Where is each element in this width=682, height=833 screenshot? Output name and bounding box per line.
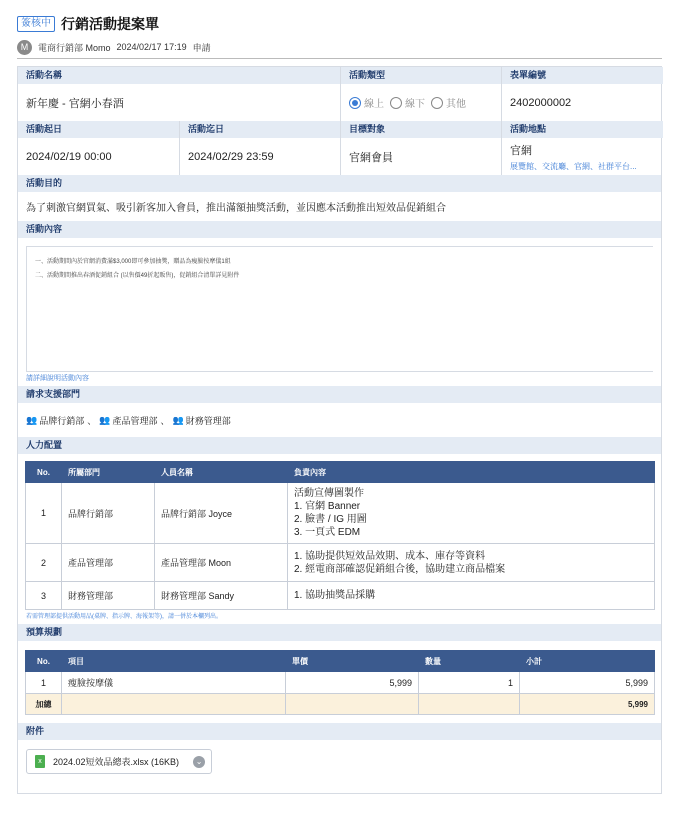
- task-line: 1. 協助提供短效品效期、成本、庫存等資料: [294, 550, 486, 562]
- people-icon: 👥: [26, 414, 37, 425]
- excel-file-icon: x: [35, 755, 45, 768]
- staffing-header-row: [26, 462, 655, 483]
- people-icon: 👥: [99, 414, 110, 425]
- task-line: 3. 一頁式 EDM: [294, 527, 361, 538]
- staffing-table: [25, 461, 655, 610]
- status-badge: 簽核中: [17, 16, 55, 32]
- row-subtotal: 5,999: [520, 672, 655, 694]
- avatar: M: [17, 40, 32, 55]
- row-no: 1: [26, 483, 62, 544]
- row-person: 品牌行銷部 Joyce: [155, 483, 288, 544]
- task-line: 1. 官網 Banner: [294, 501, 361, 512]
- page-title: 行銷活動提案單: [61, 16, 159, 32]
- table-row: [26, 483, 655, 544]
- table-row: [26, 582, 655, 610]
- column-header: 小計: [520, 651, 655, 672]
- column-header: 人員名稱: [155, 462, 288, 483]
- column-header: 負責內容: [288, 462, 655, 483]
- form-no-value: 2402000002: [510, 96, 572, 109]
- basic-info-row-1: [18, 67, 661, 121]
- support-label: 請求支援部門: [18, 386, 661, 403]
- budget-table: [25, 650, 655, 715]
- total-value: 5,999: [520, 694, 655, 715]
- task-line: 2. 臉書 / IG 用圖: [294, 514, 367, 525]
- radio-other-label: 其他: [446, 99, 466, 110]
- staffing-hint: 若需管理部提供活動用品(桌牌、指示牌、海報架等)，請一併於本欄列出。: [26, 614, 222, 620]
- start-date-label: 活動起日: [18, 121, 179, 138]
- form-no-label: 表單編號: [502, 67, 663, 84]
- content-line: 二、活動期間推出春酒促銷組合 (以售價49折起販售)，促銷組合清單詳見附件: [35, 273, 240, 279]
- column-header: 所屬部門: [62, 462, 155, 483]
- row-price: 5,999: [286, 672, 419, 694]
- apply-action: 申請: [192, 42, 211, 53]
- budget-header-row: [26, 651, 655, 672]
- row-no: 2: [26, 544, 62, 582]
- start-date-value: 2024/02/19 00:00: [26, 150, 112, 163]
- row-item: 瘦臉按摩儀: [62, 672, 286, 694]
- location-value: 官網: [510, 144, 532, 157]
- row-dept: 品牌行銷部: [62, 483, 155, 544]
- radio-offline[interactable]: [390, 97, 402, 109]
- total-label: 加總: [26, 694, 62, 715]
- row-dept: 財務管理部: [62, 582, 155, 610]
- column-header: No.: [26, 651, 62, 672]
- attachment-file[interactable]: [26, 749, 212, 774]
- apply-datetime: 2024/02/17 17:19: [116, 42, 187, 52]
- activity-name-label: 活動名稱: [18, 67, 340, 84]
- radio-other[interactable]: [431, 97, 443, 109]
- row-dept: 產品管理部: [62, 544, 155, 582]
- row-qty: 1: [419, 672, 520, 694]
- dept-tag: 產品管理部: [112, 415, 158, 426]
- content-hint: 請詳細說明活動內容: [26, 375, 89, 382]
- column-header: No.: [26, 462, 62, 483]
- column-header: 項目: [62, 651, 286, 672]
- task-line: 活動宣傳圖製作: [294, 488, 364, 499]
- content-line: 一、活動期間內於官網消費滿$3,000即可參加抽獎，贈品為瘦臉按摩儀1組: [35, 259, 231, 265]
- support-departments: 👥 品牌行銷部 、 👥 產品管理部 、 👥 財務管理部: [26, 414, 231, 426]
- activity-name-value: 新年慶 - 官網小春酒: [26, 97, 124, 110]
- radio-online-label: 線上: [364, 99, 384, 110]
- target-value: 官網會員: [349, 151, 393, 164]
- form-header: [17, 14, 665, 56]
- attachments-label: 附件: [18, 723, 661, 740]
- activity-type-radio-group: [349, 95, 472, 110]
- budget-label: 預算規劃: [18, 624, 661, 641]
- purpose-label: 活動目的: [18, 175, 661, 192]
- staffing-label: 人力配置: [18, 437, 661, 454]
- column-header: 單價: [286, 651, 419, 672]
- row-person: 產品管理部 Moon: [155, 544, 288, 582]
- dept-tag: 品牌行銷部: [39, 415, 85, 426]
- total-row: [26, 694, 655, 715]
- row-no: 3: [26, 582, 62, 610]
- location-options-link[interactable]: 展覽館、交流廳、官網、社群平台...: [510, 161, 637, 171]
- chevron-down-icon[interactable]: ⌄: [193, 756, 205, 768]
- purpose-text: 為了刺激官網買氣、吸引新客加入會員，推出滿額抽獎活動，並因應本活動推出短效品促銷組合: [26, 203, 446, 214]
- radio-online[interactable]: [349, 97, 361, 109]
- people-icon: 👥: [172, 414, 183, 425]
- activity-type-label: 活動類型: [341, 67, 501, 84]
- basic-info-row-2: [18, 121, 661, 175]
- task-line: 1. 協助抽獎品採購: [294, 590, 376, 601]
- table-row: [26, 672, 655, 694]
- attachment-filename: 2024.02短效品總表.xlsx (16KB): [53, 757, 180, 767]
- content-textarea[interactable]: [26, 246, 653, 372]
- end-date-label: 活動迄日: [180, 121, 340, 138]
- row-person: 財務管理部 Sandy: [155, 582, 288, 610]
- row-no: 1: [26, 672, 62, 694]
- header-divider: [17, 58, 662, 59]
- dept-tag: 財務管理部: [185, 415, 231, 426]
- end-date-value: 2024/02/29 23:59: [188, 150, 274, 163]
- applicant-name: 電商行銷部 Momo: [38, 42, 111, 53]
- target-label: 目標對象: [341, 121, 501, 138]
- content-label: 活動內容: [18, 221, 661, 238]
- proposal-form: [17, 66, 662, 794]
- table-row: [26, 544, 655, 582]
- task-line: 2. 經電商部確認促銷組合後，協助建立商品檔案: [294, 563, 506, 575]
- column-header: 數量: [419, 651, 520, 672]
- radio-offline-label: 線下: [405, 99, 425, 110]
- location-label: 活動地點: [502, 121, 663, 138]
